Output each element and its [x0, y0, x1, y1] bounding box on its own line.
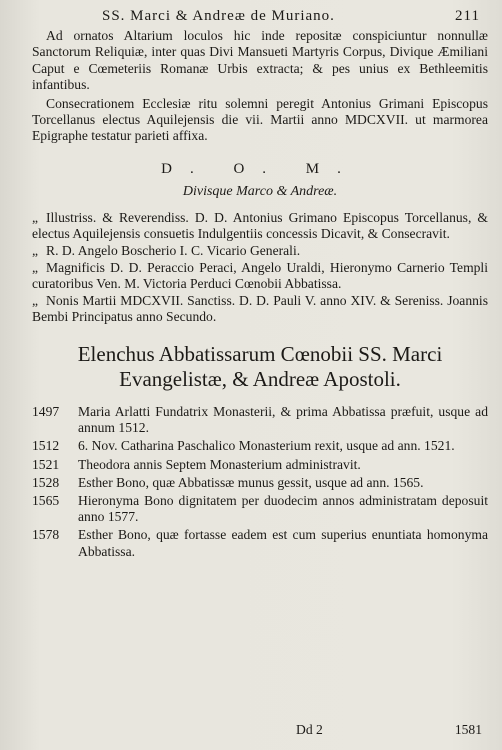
- inscription-heading: D. O. M.: [161, 160, 359, 177]
- entry-year: 1521: [32, 456, 60, 472]
- abbess-list-title: [32, 342, 488, 392]
- list-item: [32, 493, 488, 525]
- quote-mark: „: [32, 209, 39, 225]
- inscription-line: [32, 260, 488, 293]
- list-item: [32, 527, 488, 559]
- inscription-text: [32, 210, 488, 326]
- inscription-line-text: R. D. Angelo Boscherio I. C. Vicario Generali.: [46, 243, 301, 259]
- entry-text: Maria Arlatti Fundatrix Monasterii, & prima Abbatissa præfuit, usque ad annum 1512.: [78, 404, 488, 436]
- quote-mark: „: [32, 259, 39, 275]
- list-item: [32, 474, 488, 491]
- inscription-line: [32, 210, 488, 243]
- entry-text: Hieronyma Bono dignitatem per duodecim annos administratam deposuit anno 1577.: [78, 493, 488, 525]
- entry-year: 1497: [32, 404, 60, 419]
- inscription-line-text: Magnificis D. D. Peraccio Peraci, Angelo Uraldi, Hieronymo Carnerio Templi curatoribus Ven. M. Victoria Perduci Cœnobii Abbatissa.: [32, 259, 488, 292]
- intro-paragraph: Consecrationem Ecclesiæ ritu solemni peregit Antonius Grimani Episcopus Torcellanus electus Aquilejensis die vii. Martii anno MDCXVII. ut marmorea Epigraphe testatur parieti affixa.: [32, 95, 488, 144]
- entry-text: Theodora annis Septem Monasterium administravit.: [78, 456, 361, 472]
- signature-mark: Dd 2: [296, 722, 323, 737]
- abbess-list: [32, 404, 488, 560]
- abbess-list-title-line: Evangelistæ, & Andreæ Apostoli.: [119, 367, 401, 391]
- intro-paragraph: Ad ornatos Altarium loculos hic inde repositæ conspiciuntur nonnullæ Sanctorum Reliquiæ, inter quas Divi Mansueti Martyris Corpus, Divique Æmiliani Caput e Cœmeteriis Romanæ Urbis extracta; & pes unius ex Bethleemitis infantibus.: [32, 28, 488, 93]
- abbess-list-title-line: Elenchus Abbatissarum Cœnobii SS. Marci: [77, 342, 443, 366]
- running-header: [32, 6, 488, 28]
- entry-year: 1512: [32, 438, 60, 454]
- quote-mark: „: [32, 292, 39, 308]
- inscription-line-text: Illustriss. & Reverendiss. D. D. Antonius Grimano Episcopus Torcellanus, & electus Aquilejensis consuetis Indulgentiis concessis Dicavit, & Consecravit.: [32, 209, 488, 242]
- entry-text: 6. Nov. Catharina Paschalico Monasterium rexit, usque ad ann. 1521.: [78, 438, 455, 454]
- quote-mark: „: [32, 243, 39, 259]
- page-number: 211: [455, 8, 480, 24]
- catchword: 1581: [454, 722, 482, 737]
- inscription-line: [32, 293, 488, 326]
- entry-year: 1578: [32, 527, 60, 543]
- list-item: [32, 456, 488, 473]
- entry-year: 1565: [32, 493, 60, 509]
- running-title: SS. Marci & Andreæ de Muriano.: [102, 8, 335, 24]
- inscription-line: [32, 243, 488, 260]
- entry-text: Esther Bono, quæ Abbatissæ munus gessit, usque ad ann. 1565.: [78, 474, 424, 490]
- inscription-dedication: Divisque Marco & Andreæ.: [182, 183, 338, 199]
- list-item: [32, 438, 488, 454]
- inscription-line-text: Nonis Martii MDCXVII. Sanctiss. D. D. Pauli V. anno XIV. & Sereniss. Joannis Bembi Principatus anno Secundo.: [32, 292, 488, 325]
- entry-text: Esther Bono, quæ fortasse eadem est cum superius enuntiata homonyma Abbatissa.: [78, 527, 488, 559]
- entry-year: 1528: [32, 474, 60, 490]
- page-footer: [0, 722, 502, 740]
- list-item: [32, 404, 488, 436]
